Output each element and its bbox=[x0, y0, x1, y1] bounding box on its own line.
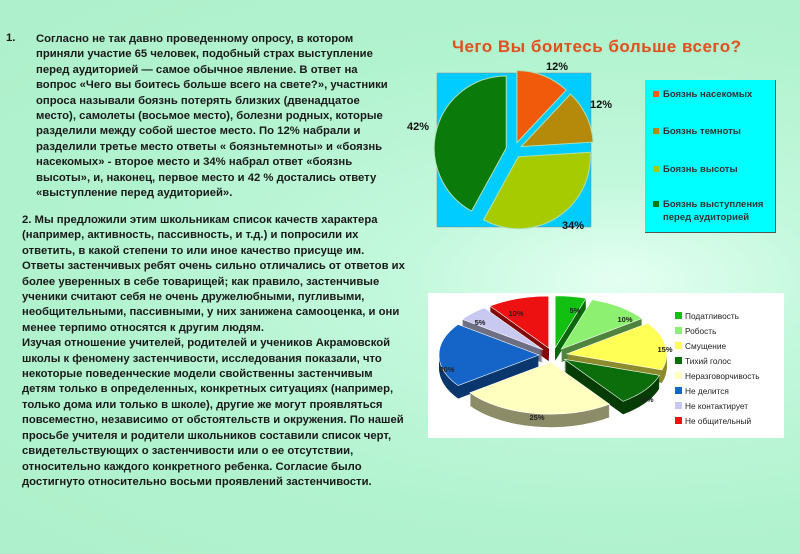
legend-swatch bbox=[653, 91, 659, 97]
chart1-data-label: 12% bbox=[589, 99, 613, 111]
chart2-legend-item bbox=[675, 368, 760, 383]
chart2-pie bbox=[439, 296, 673, 427]
chart1-title: Чего Вы боитесь больше всего? bbox=[452, 37, 742, 56]
legend-swatch bbox=[675, 312, 682, 319]
paragraph-2b: Изучая отношение учителей, родителей и учеников Акрамовской школы к феномену застенчивости, исследования показали, что некоторые поведенческие модели свойственны застенчивым детям только в определенных, конкретных ситуациях (например, только дома или только в школе), другие же могут проявляться повсеместно, независимо от обстоятельств и окружения. По нашей просьбе учителя и родители школьников составили список черт, свидетельствующих о застенчивости или о ее отсутствии, относительно каждого конкретного ребенка. Согласие было достигнуто относительно восьми проявлений застенчивости. bbox=[22, 337, 404, 488]
legend-swatch bbox=[653, 201, 659, 207]
legend-swatch bbox=[675, 327, 682, 334]
chart1-legend-item bbox=[653, 125, 741, 138]
chart1-legend-item bbox=[653, 198, 775, 224]
legend-label: Робость bbox=[685, 325, 717, 336]
chart1-legend-item bbox=[653, 163, 738, 176]
legend-label: Смущение bbox=[685, 340, 727, 351]
chart2-legend-item bbox=[675, 323, 760, 338]
chart2-data-label: 10% bbox=[617, 315, 633, 324]
legend-label: Тихий голос bbox=[685, 355, 732, 366]
chart1-data-label: 42% bbox=[406, 121, 430, 133]
chart2-data-label: 5% bbox=[474, 318, 486, 327]
chart2-data-label: 20% bbox=[439, 365, 455, 374]
chart1-legend bbox=[645, 80, 776, 233]
legend-label: Не контактирует bbox=[685, 400, 749, 411]
chart2-data-label: 25% bbox=[529, 413, 545, 422]
chart2-legend-item bbox=[675, 413, 760, 428]
chart2-legend-item bbox=[675, 338, 760, 353]
chart2-data-label: 15% bbox=[657, 345, 673, 354]
chart1-legend-item bbox=[653, 88, 752, 101]
legend-label: Боязнь выступления перед аудиторией bbox=[663, 199, 764, 223]
legend-label: Боязнь темноты bbox=[663, 126, 741, 137]
chart1-data-label: 12% bbox=[545, 61, 569, 73]
chart2-legend-item bbox=[675, 353, 760, 368]
legend-label: Боязнь насекомых bbox=[663, 89, 753, 100]
legend-swatch bbox=[675, 417, 682, 424]
legend-label: Неразговорчивость bbox=[685, 370, 760, 381]
list-number-1: 1. bbox=[6, 32, 16, 44]
paragraph-2a: 2. Мы предложили этим школьникам список качеств характера (например, активность, пассивность, и т.д.) и попросили их ответить, в какой степени то или иное качество присуще им. Ответы застенчивых ребят очень сильно отличались от ответов их более уверенных в себе товарищей; как правило, застенчивые ученики считают себя не очень дружелюбными, пугливыми, необщительными, пассивными, у них занижена самооценка, и они менее терпимо относятся к другим людям. bbox=[22, 214, 405, 334]
legend-swatch bbox=[675, 357, 682, 364]
legend-label: Податливость bbox=[685, 310, 739, 321]
chart2-data-label: 10% bbox=[638, 395, 654, 404]
chart2-legend-item bbox=[675, 398, 760, 413]
legend-swatch bbox=[675, 402, 682, 409]
legend-swatch bbox=[653, 128, 659, 134]
chart2-data-label: 10% bbox=[508, 309, 524, 318]
legend-swatch bbox=[653, 166, 659, 172]
legend-label: Не делится bbox=[685, 385, 729, 396]
legend-swatch bbox=[675, 387, 682, 394]
legend-label: Боязнь высоты bbox=[663, 164, 738, 175]
paragraph-survey-results: Согласно не так давно проведенному опросу, в котором приняли участие 65 человек, подобный страх выступление перед аудиторией — самое обычное явление. В ответ на вопрос «Чего вы боитесь больше всего на свете?», участники опроса называли боязнь потерять близких (двенадцатое место), самолеты (восьмое место), болезни родных, которые разделили между собой шестое место. По 12% набрали и разделили третье место ответы « боязньтемноты» и «боязнь насекомых» - второе место и 34% набрал ответ «боязнь высоты», и, наконец, первое место и 42 % достались ответу «выступление перед аудиторией». bbox=[36, 33, 388, 200]
chart2-legend-item bbox=[675, 308, 760, 323]
chart1-data-label: 34% bbox=[561, 220, 585, 232]
chart2-legend-item bbox=[675, 383, 760, 398]
legend-swatch bbox=[675, 372, 682, 379]
legend-swatch bbox=[675, 342, 682, 349]
legend-label: Не общительный bbox=[685, 415, 752, 426]
chart2-legend bbox=[675, 308, 760, 428]
chart2-data-label: 5% bbox=[569, 306, 581, 315]
